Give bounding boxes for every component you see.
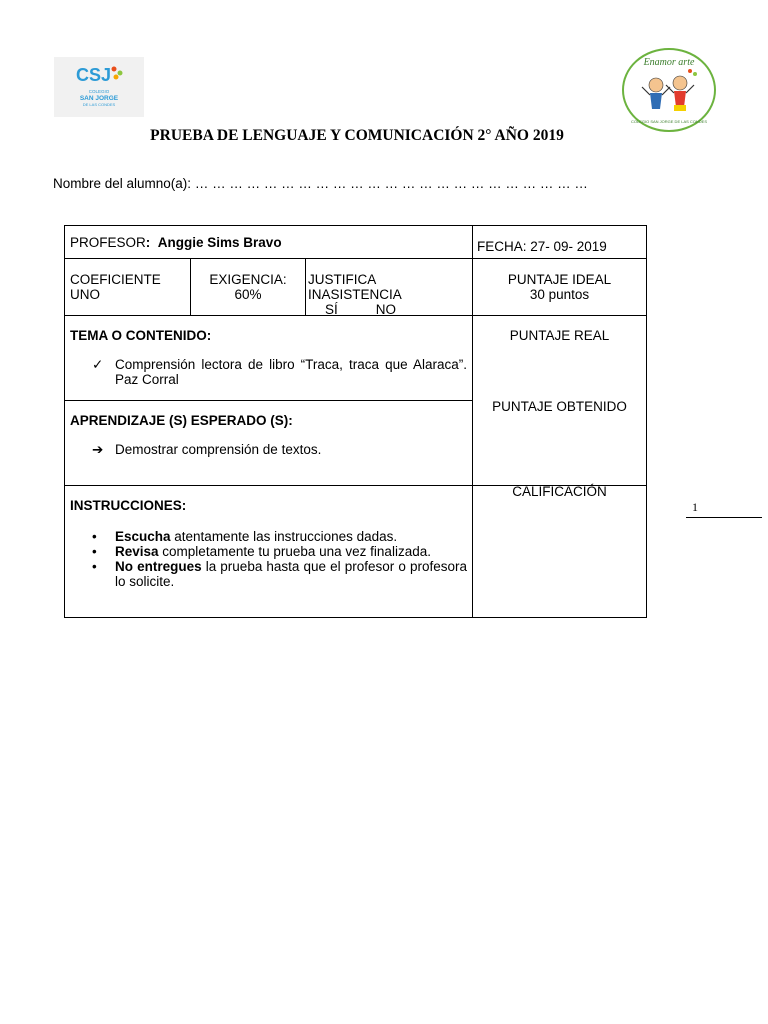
logo-top-text: Enamor arte [643,57,695,68]
learning-heading: APRENDIZAJE (S) ESPERADO (S): [70,413,293,428]
page-number-underline [686,517,762,518]
program-logo [620,47,718,133]
instruction-text: la prueba hasta que el profesor o profesora lo solicite. [115,559,467,589]
logo-ring-text: COLEGIO SAN JORGE DE LAS CONDES [630,119,708,124]
school-logo [54,57,144,117]
page-number: 1 [692,500,698,514]
coefficient-cell [70,272,161,302]
topic-heading: TEMA O CONTENIDO: [70,328,212,343]
ideal-score-label: PUNTAJE IDEAL [507,272,612,287]
ideal-score-value: 30 puntos [529,287,590,302]
list-item [90,529,467,544]
logo-line-1: COLEGIO [88,89,110,94]
bullet-icon: • [92,544,97,559]
learning-text: Demostrar comprensión de textos. [115,442,322,457]
absence-cell [308,272,402,317]
obtained-score-label: PUNTAJE OBTENIDO [492,399,627,414]
instruction-keyword: Escucha [115,529,171,544]
arrow-right-icon: ➔ [92,442,104,457]
student-name-row [53,176,588,191]
coefficient-value: UNO [70,287,100,302]
grade-label: CALIFICACIÓN [512,484,607,499]
coefficient-label: COEFICIENTE [70,272,161,287]
school-logo-graphic [54,57,144,117]
instructions-heading: INSTRUCCIONES: [70,498,187,513]
table-divider [65,258,646,259]
date-cell: FECHA: 27- 09- 2019 [477,239,607,254]
requirement-cell [191,272,305,302]
logo-line-2: SAN JORGE [79,95,119,102]
list-item [90,544,467,559]
requirement-label: EXIGENCIA: [209,272,287,287]
instruction-keyword: No entregues [115,559,202,574]
topic-list [90,357,467,387]
absence-label-2: INASISTENCIA [308,287,402,302]
teacher-label: PROFESOR [70,235,146,250]
page-title: PRUEBA DE LENGUAJE Y COMUNICACIÓN 2° AÑO 2019 [150,127,564,144]
student-name-label: Nombre del alumno(a): [53,176,192,191]
list-item [90,442,467,457]
teacher-cell [70,235,282,250]
table-divider [65,400,473,401]
student-name-blank[interactable]: … … … … … … … … … … … … … … … … … … … … … … … [194,176,588,191]
instructions-list [90,529,467,589]
absence-label-1: JUSTIFICA [308,272,377,287]
program-logo-graphic [620,47,718,133]
logo-line-3: DE LAS CONDES [82,102,116,107]
topic-text: Comprensión lectora de libro “Traca, traca que Alaraca”. Paz Corral [115,357,467,387]
teacher-name: Anggie Sims Bravo [157,235,282,250]
checkmark-icon: ✓ [92,357,104,372]
ideal-score-cell [473,272,646,302]
bullet-icon: • [92,559,97,574]
instruction-text: completamente tu prueba una vez finalizada. [158,544,431,559]
absence-no-option[interactable]: NO [375,302,397,317]
requirement-value: 60% [234,287,262,302]
instruction-text: atentamente las instrucciones dadas. [170,529,398,544]
learning-list [90,442,467,457]
teacher-colon: : [145,235,151,250]
list-item [90,357,467,387]
absence-yes-option[interactable]: SÍ [325,302,338,317]
table-divider [305,258,306,315]
exam-header-table [64,225,647,618]
instruction-keyword: Revisa [115,544,159,559]
real-score-label: PUNTAJE REAL [509,328,610,343]
list-item [90,559,467,589]
bullet-icon: • [92,529,97,544]
logo-monogram: CSJ [76,65,112,85]
